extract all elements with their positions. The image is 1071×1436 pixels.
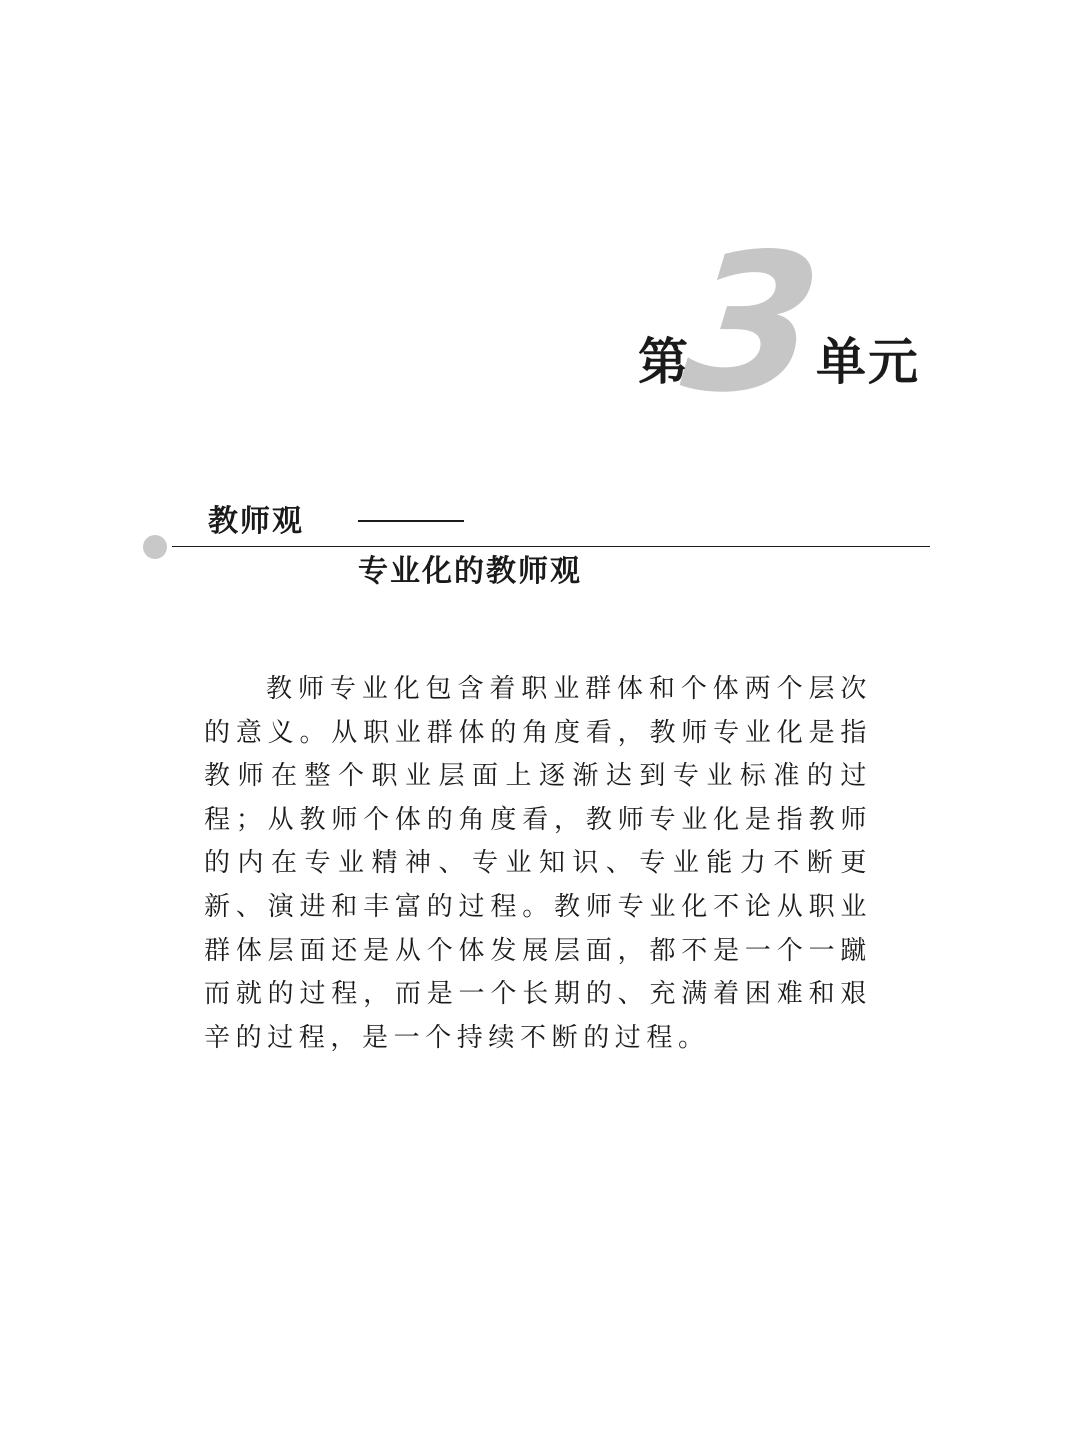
title-rule: [172, 546, 930, 547]
unit-suffix: 单元: [816, 333, 920, 391]
unit-heading: [620, 213, 950, 434]
section-title-main: 教师观: [208, 504, 304, 539]
title-dash: [358, 520, 464, 522]
section-title-sub: 专业化的教师观: [358, 554, 582, 589]
unit-prefix: 第: [638, 333, 690, 391]
body-paragraph: 教师专业化包含着职业群体和个体两个层次的意义。从职业群体的角度看，教师专业化是指教师在整个职业层面上逐渐达到专业标准的过程；从教师个体的角度看，教师专业化是指教师的内在专业精神、专业知识、专业能力不断更新、演进和丰富的过程。教师专业化不论从职业群体层面还是从个体发展层面，都不是一个一蹴而就的过程，而是一个长期的、充满着困难和艰辛的过程，是一个持续不断的过程。: [204, 674, 872, 1053]
bullet-circle-icon: [143, 535, 167, 559]
unit-number: 3: [674, 213, 830, 434]
